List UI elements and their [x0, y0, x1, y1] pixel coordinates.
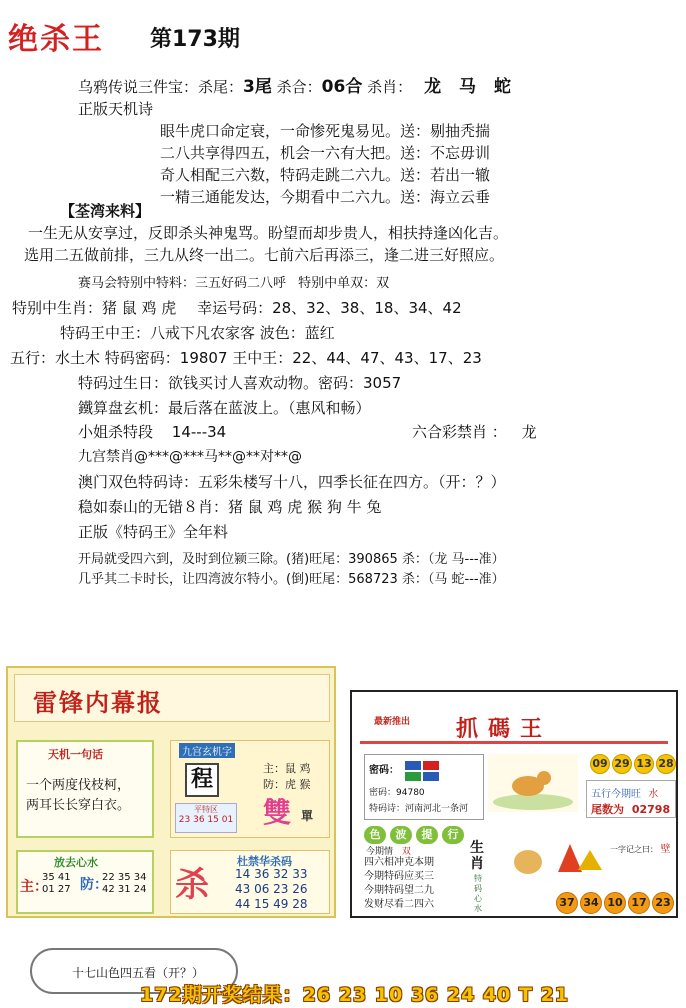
jinqi-value: 双 [401, 847, 411, 857]
sanjianbao-xiao: 龙 马 蛇 [424, 77, 517, 97]
cheng-char: 程 [185, 763, 219, 797]
last-result: 172期开奖结果：26 23 10 36 24 40 T 21 [140, 984, 570, 1006]
xinshui-zhu-nums [42, 872, 71, 896]
cloud-text: 十七山色四五看（开？） [72, 966, 205, 980]
suanpan-line: 鐵算盘玄机：最后落在蓝波上。（惠风和畅） [78, 399, 371, 417]
weishu-value: 02798 [631, 803, 671, 816]
xinshui-box [16, 850, 154, 914]
lucky-numbers: 幸运号码：28、32、38、18、34、42 [197, 299, 462, 317]
zhuama-panel [350, 690, 678, 918]
mima-value: 94780 [396, 788, 425, 798]
weishu-label: 尾数为 [591, 803, 624, 816]
rooster-illustration [498, 832, 608, 882]
tema-value: 河南河北一条河 [405, 804, 469, 814]
sha-char: 杀 [175, 865, 209, 905]
leifeng-panel [6, 666, 336, 918]
yizi-value: 壁 [660, 844, 671, 855]
zhuama-title: 抓碼王 [456, 716, 553, 742]
gate-fang: 防：虎 猴 [263, 778, 311, 791]
poem-line: 眼牛虎口命定衰，一命惨死鬼易见。送：剔抽秃揣 [160, 122, 491, 140]
gate-picks [263, 761, 311, 793]
logo-icon [405, 761, 439, 781]
saima-label: 赛马会特别中特料：三五好码二八呼 [78, 276, 287, 291]
wuxing-line: 五行：水土木 特码密码：19807 王中王：22、44、47、43、17、23 [10, 349, 482, 367]
ball-top: 13 [634, 754, 654, 774]
wuxing-label: 五行今期旺 [591, 789, 641, 800]
verse-line: 今期特码望二九 [364, 885, 434, 896]
liuhe-value: 龙 [521, 423, 537, 441]
quanwan-line: 一生无从安享过，反即杀头神鬼骂。盼望而却步贵人，相扶持逢凶化吉。 [28, 224, 509, 242]
jinqi-label: 今期情 [366, 847, 394, 857]
verse-block [364, 856, 434, 912]
xiaojie-value: 14---34 [171, 423, 227, 441]
shengxiao-line [12, 297, 462, 318]
leifeng-title: 雷锋内幕报 [33, 688, 163, 717]
huahua-row: 14 36 32 33 [235, 867, 308, 881]
sanjianbao-he: 06合 [321, 77, 363, 97]
sanjianbao-he-label: 杀合： [276, 78, 322, 96]
saima-line [78, 272, 389, 291]
xiaojie-line [78, 421, 226, 442]
liuhe-line [412, 421, 537, 442]
logo-title: 绝杀王 [8, 22, 104, 57]
pingte-title: 平特区 [194, 805, 218, 814]
mima-line [369, 785, 425, 798]
tianji-box [16, 740, 154, 838]
tewang-line: 特码王中王：八戒下凡农家客 波色：蓝红 [60, 324, 335, 342]
huahua-row: 43 06 23 26 [235, 882, 308, 896]
shengxiao-vertical: 生肖 [470, 840, 484, 872]
mima-label-top: 密码： [369, 765, 399, 776]
xinshui-fang-nums [102, 872, 147, 896]
shuang-char: 雙 [263, 796, 292, 829]
ball-top: 29 [612, 754, 632, 774]
poem-line: 一精三通能发达，今期看中二六九。送：海立云垂 [160, 188, 491, 206]
saima-danshuang: 特别中单双：双 [298, 276, 390, 291]
ball-bottom: 37 [556, 892, 578, 914]
mima-card [364, 754, 484, 820]
kaiju-line-1: 开局就受四六到，及时到位颍三除。(猪)旺尾：390865 杀：（龙 马---准） [78, 552, 505, 567]
sanjianbao-tail: 3尾 [243, 77, 272, 97]
birthday-line: 特码过生日：欲钱买讨人喜欢动物。密码：3057 [78, 374, 402, 392]
sanjianbao-xiao-label: 杀肖： [367, 78, 413, 96]
tema-line [369, 801, 468, 814]
tianji-box-lines [26, 776, 130, 816]
leifeng-header [14, 674, 330, 722]
tianji-title: 正版天机诗 [78, 100, 154, 118]
kaiju-line-2: 几乎其二卡时长，让四湾波尔特小。(倒)旺尾：568723 杀：（马 蛇---准） [78, 572, 505, 587]
ball-bottom: 34 [580, 892, 602, 914]
fang-num-row: 22 35 34 [102, 872, 147, 883]
zhu-num-row: 35 41 [42, 872, 71, 883]
xinshui-title: 放去心水 [54, 856, 98, 869]
tag-pill: 提 [416, 826, 438, 844]
pingte-nums: 23 36 15 01 [178, 815, 234, 825]
huahua-row: 44 15 49 28 [235, 897, 308, 911]
jiugong-line: 九宫禁肖@***@***马**@**对**@ [78, 449, 302, 465]
gate-title: 九宫玄机字 [179, 743, 235, 758]
tianji-line: 一个两度伐枝柯， [26, 778, 131, 793]
liuhe-label: 六合彩禁肖 ： [412, 423, 507, 441]
ball-bottom: 10 [604, 892, 626, 914]
ball-bottom: 23 [652, 892, 674, 914]
poem-line: 奇人相配三六数，特码走跳二六九。送：若出一辙 [160, 166, 491, 184]
shengxiao-label: 特别中生肖：猪 鼠 鸡 虎 [12, 299, 177, 317]
sanjianbao-line [78, 72, 517, 97]
ball-bottom: 17 [628, 892, 650, 914]
xiaojie-label: 小姐杀特段 [78, 423, 154, 441]
tianji-line: 两耳长长穿白衣。 [26, 798, 131, 813]
tag-pill: 波 [390, 826, 412, 844]
yizi-line [610, 840, 671, 855]
xiao-note: 特码心水 [474, 874, 482, 913]
xinshui-zhu-label: 主： [20, 879, 48, 895]
wuxing-value: 水 [648, 789, 659, 800]
poem-block [160, 120, 490, 208]
zhuama-small-label: 最新推出 [374, 717, 411, 727]
mima-label: 密码： [369, 788, 397, 798]
huahua-box [170, 850, 330, 914]
fang-num-row: 42 31 24 [102, 884, 147, 895]
quanwan-block [24, 222, 509, 266]
tag-pill: 色 [364, 826, 386, 844]
yizi-label: 一字记之曰： [610, 845, 658, 854]
verse-line: 今期特码应买三 [364, 871, 434, 882]
wenru-line: 稳如泰山的无错８肖：猪 鼠 鸡 虎 猴 狗 牛 兔 [78, 498, 382, 516]
zhuama-header [360, 700, 668, 744]
ball-top: 09 [590, 754, 610, 774]
weishu-line [591, 801, 670, 817]
aomen-line: 澳门双色特码诗：五彩朱楼写十八，四季长征在四方。（开：？） [78, 473, 506, 491]
gate-zhu: 主：鼠 鸡 [263, 762, 311, 775]
wuxing-line [591, 785, 658, 800]
verse-line: 发财尽看二四六 [364, 899, 434, 910]
issue-number: 第173期 [150, 27, 240, 52]
tag-pill: 行 [442, 826, 464, 844]
cat-illustration [488, 754, 578, 812]
verse-line: 四六相冲克本期 [364, 857, 434, 868]
huahua-rows [235, 867, 308, 912]
poem-line: 二八共享得四五，机会一六有大把。送：不忘毋训 [160, 144, 491, 162]
tema-label: 特码诗： [369, 804, 406, 814]
zhu-num-row: 01 27 [42, 884, 71, 895]
quanwan-line: 选用二五做前排，三九从终一出二。七前六后再添三，逢二进三好照应。 [24, 246, 505, 264]
ball-top: 28 [656, 754, 676, 774]
gate-box [170, 740, 330, 838]
weishu-card [586, 780, 676, 818]
quanwan-title: 【荃湾来料】 [60, 202, 151, 220]
xinshui-fang-label: 防： [80, 877, 108, 893]
pingte-band [175, 803, 237, 833]
sanjianbao-label: 乌鸦传说三件宝：杀尾： [78, 78, 244, 96]
huahua-title: 杜禁华杀码 [237, 855, 292, 868]
quannian-title: 正版《特码王》全年料 [78, 523, 229, 541]
dan-char: 單 [301, 809, 314, 823]
tianji-box-title: 天机一句话 [48, 748, 103, 761]
